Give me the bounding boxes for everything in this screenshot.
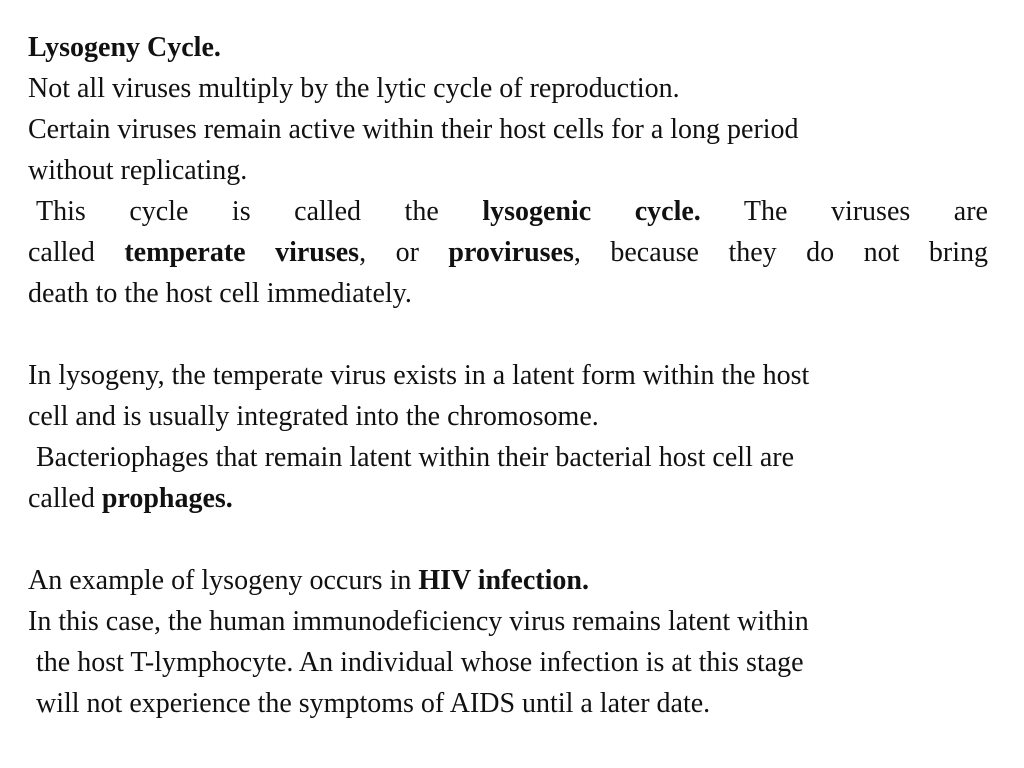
text-line: will not experience the symptoms of AIDS until a later date. [36, 688, 711, 719]
term-lysogenic-cycle: lysogenic cycle. [482, 196, 701, 227]
text-line: death to the host cell immediately. [28, 278, 412, 309]
text-line: called temperate viruses, or proviruses, because they do not bring [28, 237, 988, 268]
text-line: without replicating. [28, 155, 248, 186]
text-line: In this case, the human immunodeficiency virus remains latent within [28, 606, 809, 637]
text-line: Bacteriophages that remain latent within their bacterial host cell are [36, 442, 795, 473]
term-hiv-infection: HIV infection. [418, 565, 589, 596]
text-line: This cycle is called the lysogenic cycle. The viruses are [36, 196, 988, 227]
text-line: Certain viruses remain active within their host cells for a long period [28, 114, 799, 145]
term-prophages: prophages. [101, 483, 233, 514]
text-line: cell and is usually integrated into the chromosome. [28, 401, 599, 432]
text-line: An example of lysogeny occurs in HIV infection. [28, 565, 589, 596]
text-line: the host T-lymphocyte. An individual whose infection is at this stage [36, 647, 804, 678]
term-temperate-viruses: temperate viruses [124, 237, 360, 268]
slide-title: Lysogeny Cycle. [28, 32, 221, 63]
text-line: Not all viruses multiply by the lytic cycle of reproduction. [28, 73, 680, 104]
text-line: called prophages. [28, 483, 233, 514]
text-line: In lysogeny, the temperate virus exists in a latent form within the host [28, 360, 810, 391]
term-proviruses: proviruses [448, 237, 574, 268]
